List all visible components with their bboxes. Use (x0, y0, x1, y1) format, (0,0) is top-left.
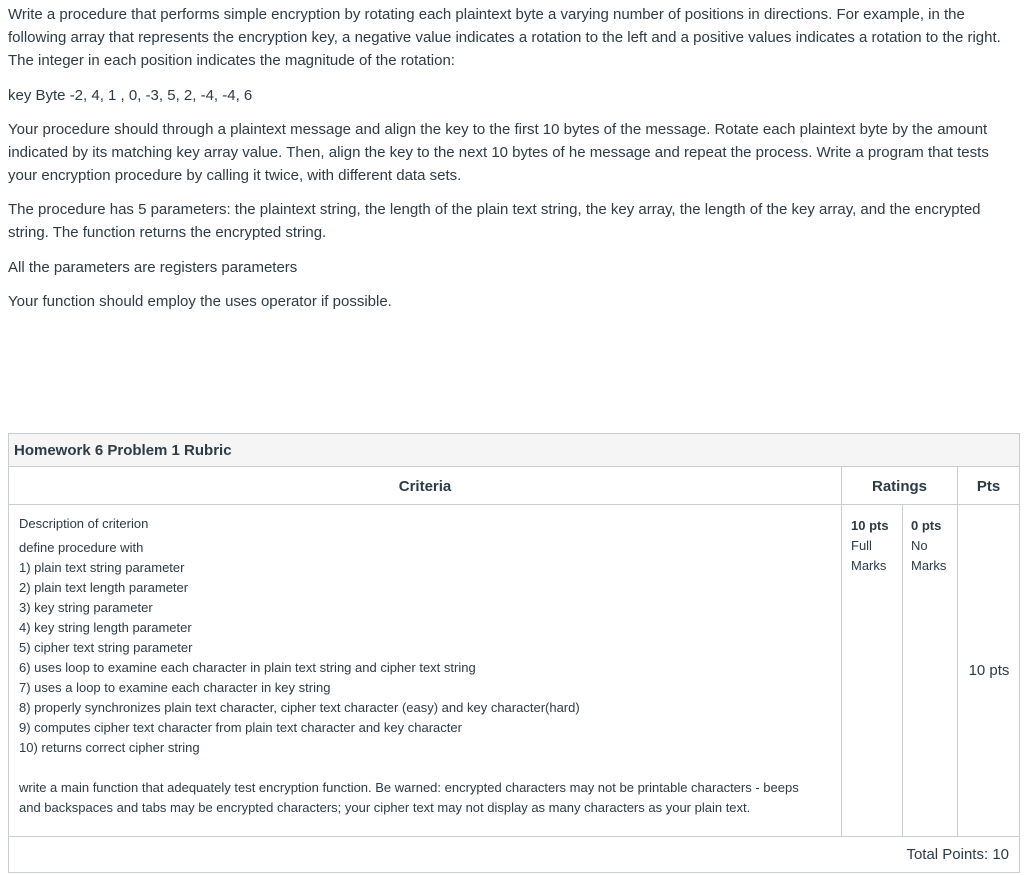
criterion-line: 2) plain text length parameter (19, 580, 189, 595)
paragraph-uses: Your function should employ the uses operator if possible. (8, 293, 392, 310)
criterion-note: write a main function that adequately test encryption function. Be warned: encrypted characters may not be printable characters - beeps (19, 780, 799, 795)
paragraph-key: key Byte -2, 4, 1 , 0, -3, 5, 2, -4, -4, 6 (8, 87, 253, 104)
rating-no-marks (911, 516, 946, 576)
rubric-title: Homework 6 Problem 1 Rubric (9, 434, 1019, 467)
rating-full-marks (851, 516, 889, 576)
criterion-line: 5) cipher text string parameter (19, 640, 193, 655)
paragraph-intro: Write a procedure that performs simple encryption by rotating each plaintext byte a varying number of positions in directions. For example, in the following array that represents the encryption key, a negative value indicates a rotation to the left and a positive values indicates a rotation to the right. The integer in each position indicates the magnitude of the rotation: (8, 6, 1001, 69)
criterion-note: and backspaces and tabs may be encrypted characters; your cipher text may not display as many characters as your plain text. (19, 800, 751, 815)
divider-total (9, 836, 1019, 837)
divider-ratings (902, 505, 903, 837)
criterion-line: 8) properly synchronizes plain text character, cipher text character (easy) and key character(hard) (19, 700, 580, 715)
criterion-line: 1) plain text string parameter (19, 560, 185, 575)
ratings-header: Ratings (842, 468, 957, 505)
criterion-line: define procedure with (19, 540, 144, 555)
criteria-header: Criteria (9, 468, 841, 505)
criterion-points: 10 pts (968, 662, 1010, 679)
rating-full-points: 10 pts (851, 518, 889, 533)
criterion-line: 3) key string parameter (19, 600, 153, 615)
rubric-table (8, 433, 1020, 873)
divider-criteria (841, 467, 842, 837)
rating-full-label-1: Full (851, 538, 872, 553)
paragraph-procedure: Your procedure should through a plaintext message and align the key to the first 10 bytes of the message. Rotate each plaintext byte by the amount indicated by its matching key array value. Then, align the key to the next 10 bytes of he message and repeat the process. Write a program that tests your encryption procedure by calling it twice, with different data sets. (8, 121, 989, 184)
paragraph-parameters: The procedure has 5 parameters: the plaintext string, the length of the plain text string, the key array, the length of the key array, and the encrypted string. The function returns the encrypted string. (8, 201, 981, 241)
rating-none-points: 0 pts (911, 518, 942, 533)
criterion-line: 6) uses loop to examine each character in plain text string and cipher text string (19, 660, 476, 675)
rating-full-label-2: Marks (851, 558, 887, 573)
rating-none-label-1: No (911, 538, 928, 553)
total-points: Total Points: 10 (906, 846, 1009, 863)
divider-pts (957, 467, 958, 837)
pts-header: Pts (958, 468, 1019, 505)
paragraph-registers: All the parameters are registers parameters (8, 259, 298, 276)
rating-none-label-2: Marks (911, 558, 947, 573)
criterion-line: 7) uses a loop to examine each character in key string (19, 680, 331, 695)
criterion-line: 9) computes cipher text character from plain text character and key character (19, 720, 462, 735)
criterion-description (19, 514, 839, 818)
criterion-line: 4) key string length parameter (19, 620, 192, 635)
criterion-line: 10) returns correct cipher string (19, 740, 200, 755)
criterion-line: Description of criterion (19, 516, 149, 531)
